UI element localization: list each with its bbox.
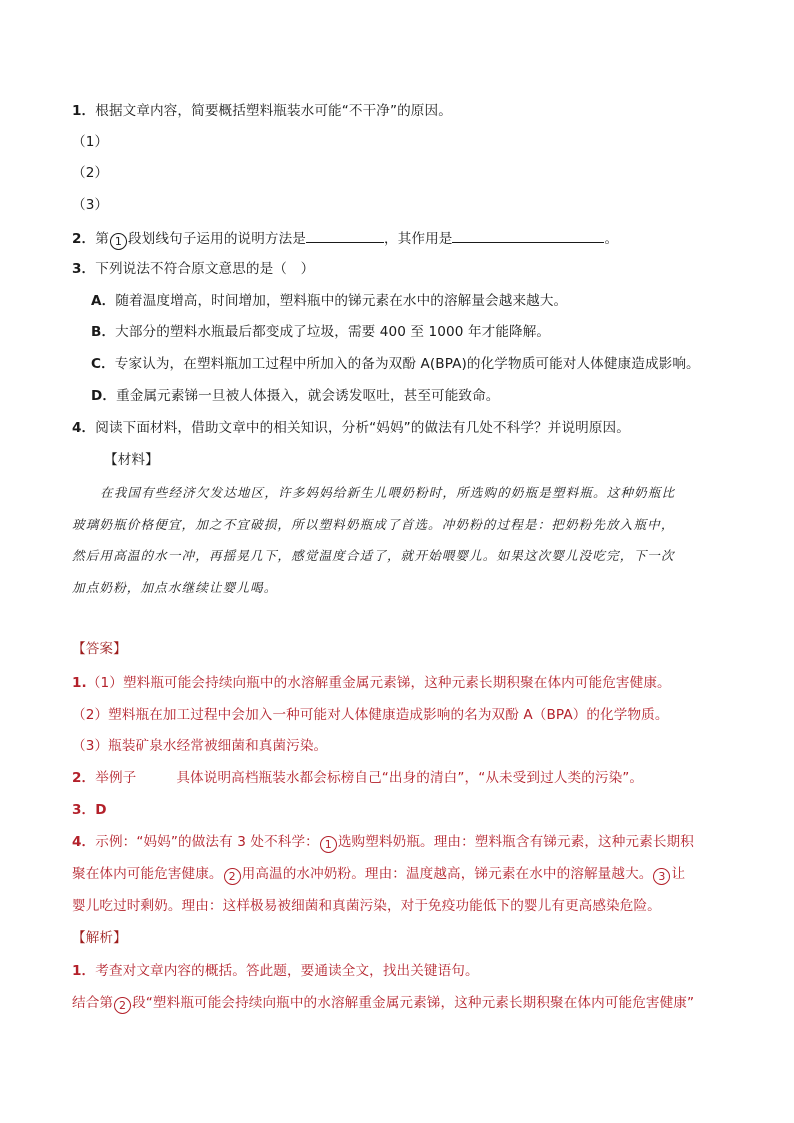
analysis-1: 1．考查对文章内容的概括。答此题，要通读全文，找出关键语句。	[72, 963, 479, 979]
question-1-sub-1: （1）	[72, 134, 109, 150]
question-number: 1．	[72, 103, 96, 119]
question-text: 阅读下面材料，借助文章中的相关知识，分析“妈妈”的做法有几处不科学？并说明原因。	[95, 420, 630, 436]
answer-1-line-2: （2）塑料瓶在加工过程中会加入一种可能对人体健康造成影响的名为双酚 A（BPA）的化学物质。	[72, 707, 669, 723]
material-line: 在我国有些经济欠发达地区，许多妈妈给新生儿喂奶粉时，所选购的奶瓶是塑料瓶。这种奶瓶比	[100, 485, 676, 500]
answer-4-line-3: 婴儿吃过时剩奶。理由：这样极易被细菌和真菌污染，对于免疫功能低下的婴儿有更高感染危险。	[72, 898, 661, 914]
question-1-sub-3: （3）	[72, 197, 109, 213]
question-1	[72, 101, 452, 121]
question-4	[72, 418, 630, 438]
question-2: 2．第 1 段划线句子运用的说明方法是 ，其作用是 。	[72, 227, 618, 250]
question-text: 下列说法不符合原文意思的是（ ）	[95, 261, 315, 277]
answer-blank-effect[interactable]	[452, 227, 604, 243]
answer-blank-method[interactable]	[306, 227, 384, 243]
analysis-1-detail: 结合第 2 段“塑料瓶可能会持续向瓶中的水溶解重金属元素锑，这种元素长期积聚在体内可能危害健康”	[72, 995, 695, 1012]
analysis-heading: 【解析】	[72, 930, 127, 946]
question-3	[72, 259, 314, 279]
option-a[interactable]: A．随着温度增高，时间增加，塑料瓶中的锑元素在水中的溶解量会越来越大。	[91, 293, 568, 309]
question-number: 3．	[72, 261, 96, 277]
circled-number: 2	[224, 868, 241, 885]
circled-number: 1	[110, 233, 127, 250]
answer-4-line-1: 4．示例：“妈妈”的做法有 3 处不科学： 1 选购塑料奶瓶。理由：塑料瓶含有锑元素，这种元素长期积	[72, 834, 694, 851]
question-number: 2．	[72, 231, 96, 247]
option-d[interactable]: D．重金属元素锑一旦被人体摄入，就会诱发呕吐，甚至可能致命。	[91, 388, 500, 404]
question-text: 根据文章内容，简要概括塑料瓶装水可能“不干净”的原因。	[95, 103, 452, 119]
answer-3: 3．D	[72, 802, 107, 818]
answer-2: 2．举例子 具体说明高档瓶装水都会标榜自己“出身的清白”，“从未受到过人类的污染”。	[72, 770, 644, 786]
question-1-sub-2: （2）	[72, 165, 109, 181]
material-line: 玻璃奶瓶价格便宜，加之不宜破损，所以塑料奶瓶成了首选。冲奶粉的过程是：把奶粉先放入瓶中，	[72, 517, 675, 532]
answer-4-line-2: 聚在体内可能危害健康。 2 用高温的水冲奶粉。理由：温度越高，锑元素在水中的溶解量越大。 3 让	[72, 866, 686, 883]
material-line: 然后用高温的水一冲，再摇晃几下，感觉温度合适了，就开始喂婴儿。如果这次婴儿没吃完，下一次	[72, 548, 675, 563]
circled-number: 1	[320, 836, 337, 853]
question-number: 4．	[72, 420, 96, 436]
material-title: 【材料】	[104, 452, 159, 468]
option-c[interactable]: C．专家认为，在塑料瓶加工过程中所加入的备为双酚 A(BPA)的化学物质可能对人体健康造成影响。	[91, 356, 700, 372]
material-line: 加点奶粉，加点水继续让婴儿喝。	[72, 580, 278, 595]
circled-number: 3	[653, 868, 670, 885]
answer-1-line-3: （3）瓶装矿泉水经常被细菌和真菌污染。	[72, 738, 328, 754]
answer-heading: 【答案】	[72, 641, 127, 657]
answer-1-line-1: 1.（1）塑料瓶可能会持续向瓶中的水溶解重金属元素锑，这种元素长期积聚在体内可能危害健康。	[72, 675, 671, 691]
option-b[interactable]: B．大部分的塑料水瓶最后都变成了垃圾，需要 400 至 1000 年才能降解。	[91, 324, 551, 340]
circled-number: 2	[114, 997, 131, 1014]
